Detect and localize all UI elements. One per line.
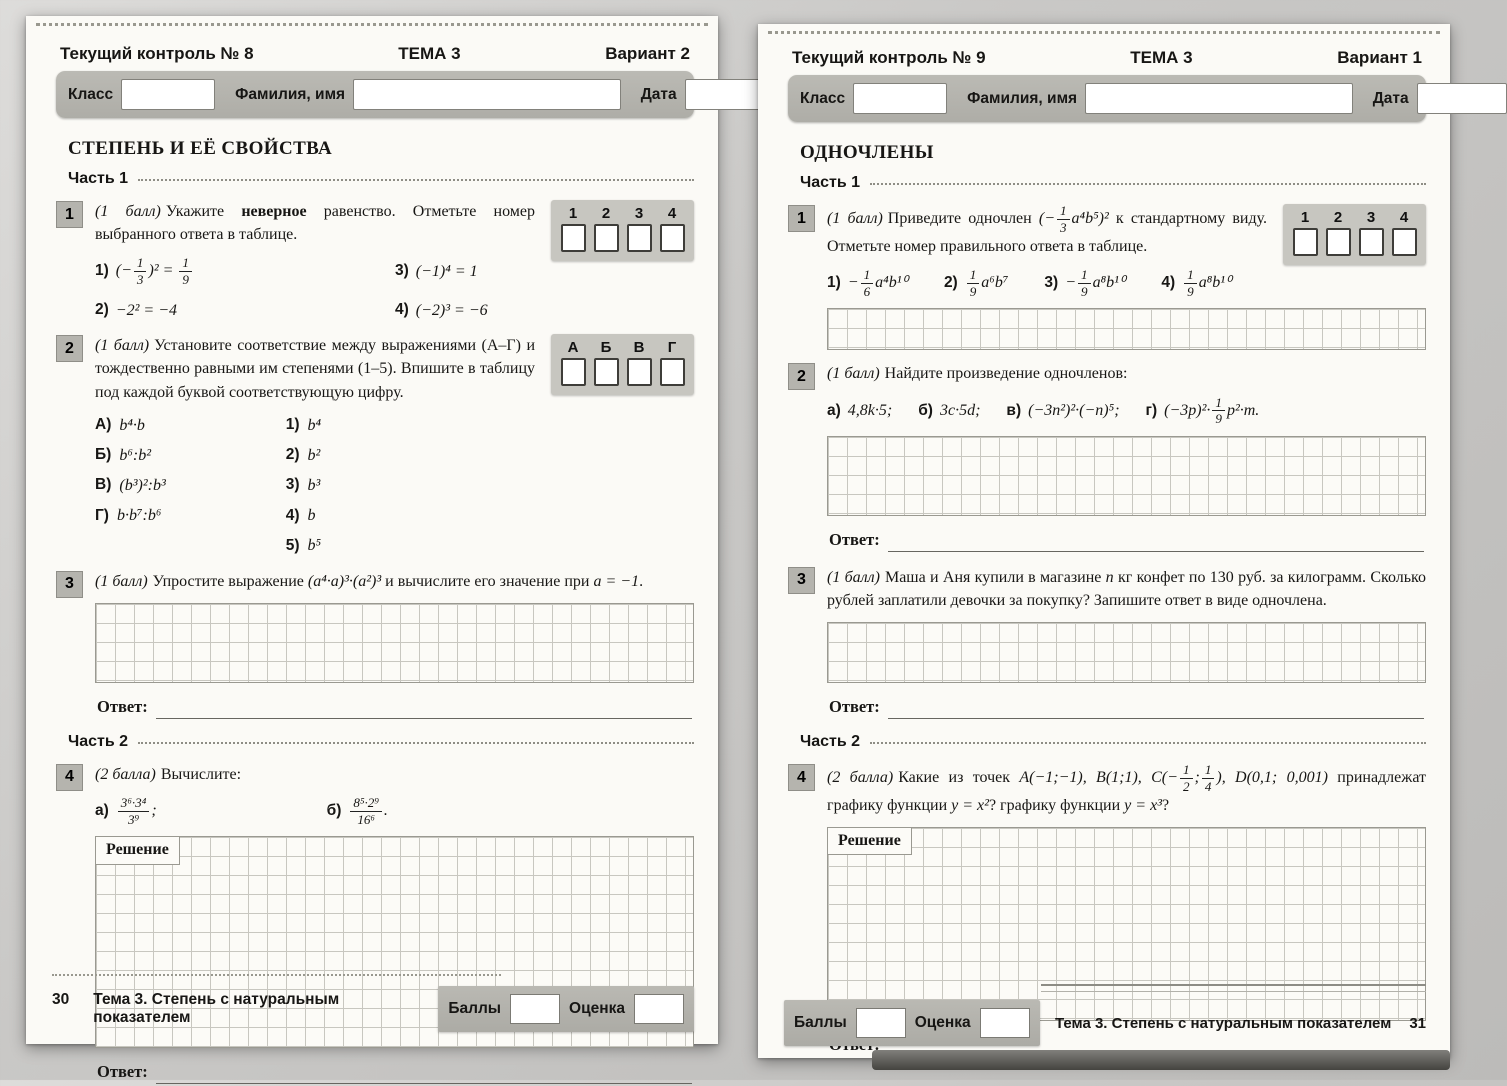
part-label: Часть 1 [800, 174, 861, 191]
answer-line[interactable] [156, 1070, 692, 1084]
points-label: (1 балл) [95, 572, 148, 590]
item-label: Г) [95, 506, 109, 524]
name-input[interactable] [1085, 83, 1353, 114]
task-1 [56, 200, 694, 322]
page-number: 30 [52, 991, 70, 1008]
grade-field-label: Оценка [569, 1000, 625, 1017]
control-title: Текущий контроль № 9 [792, 48, 986, 67]
score-panel [438, 986, 694, 1032]
workbook-page-left [26, 16, 718, 1082]
date-input[interactable] [1417, 83, 1507, 114]
math-expression: b⁶:b² [119, 446, 151, 464]
name-label: Фамилия, имя [967, 89, 1078, 107]
task-2-statement [827, 362, 1426, 385]
footer-theme: Тема 3. Степень с натуральным показателем [93, 991, 340, 1026]
match-item [95, 444, 166, 467]
points-label: (1 балл) [827, 209, 883, 227]
option-3 [395, 256, 535, 287]
part-label: Часть 1 [68, 170, 129, 187]
math-expression: (a⁴·a)³·(a²)³ [307, 572, 382, 590]
option-4 [1161, 268, 1231, 299]
grade-input[interactable] [980, 1008, 1030, 1038]
class-input[interactable] [121, 79, 215, 110]
task-2-number-badge: 2 [56, 335, 83, 362]
answer-row [97, 695, 692, 719]
statement-text: равенство. Отметьте номер выбранного ответа в таблице. [95, 203, 536, 244]
option-v [1006, 399, 1119, 422]
task-4-number-badge: 4 [788, 764, 815, 791]
task-2-number-badge: 2 [788, 363, 815, 390]
answer-line[interactable] [888, 705, 1424, 719]
statement-text: Какие из точек [898, 769, 1020, 787]
section-title: ОДНОЧЛЕНЫ [800, 142, 934, 163]
workbook-page-right [758, 24, 1450, 1058]
math-expression: 3c·5d; [939, 402, 981, 420]
answer-box[interactable] [594, 224, 619, 252]
task-3 [56, 570, 694, 721]
points-input[interactable] [856, 1008, 906, 1038]
math-expression: −2² = −4 [115, 301, 177, 319]
answer-header: 2 [1333, 209, 1343, 226]
points-label: (1 балл) [827, 365, 880, 383]
answer-box[interactable] [594, 358, 619, 386]
page-footer [784, 984, 1426, 1046]
solution-label: Решение [95, 836, 180, 864]
option-g [1146, 396, 1260, 427]
math-expression: b² [307, 446, 321, 464]
task-1-options [95, 256, 535, 322]
footer-dotted-rule [52, 974, 501, 976]
math-expression: b⁴ [307, 416, 322, 434]
part-1-heading [800, 174, 1426, 192]
task-2-answer-table [551, 334, 694, 395]
points-label: (2 балла) [95, 765, 156, 783]
statement-text: принадлежат графику функции [827, 769, 1427, 814]
math-expression: $\frac{\text{8⁵·2⁹}}{\text{16⁶}}$ . [348, 796, 388, 827]
statement-text: Маша и Аня купили в магазине [884, 568, 1106, 586]
task-4-statement [95, 763, 694, 786]
answer-line[interactable] [888, 538, 1424, 552]
math-expression: (− $\frac{1}{3}$ a⁴b⁵)² [1038, 203, 1109, 235]
page-header [788, 48, 1426, 68]
statement-text: Приведите одночлен [887, 209, 1039, 227]
answer-box[interactable] [561, 224, 586, 252]
grade-field-label: Оценка [914, 1014, 971, 1031]
answer-header: В [633, 339, 645, 357]
statement-bold-text: неверное [241, 203, 307, 220]
match-item [286, 414, 321, 437]
math-expression: (−3p)²· $\frac{1}{9}$ p²·m. [1164, 394, 1260, 427]
answer-line[interactable] [156, 705, 692, 719]
math-expression: b⁴·b [119, 416, 145, 434]
answer-row [829, 528, 1424, 552]
control-title: Текущий контроль № 8 [60, 44, 254, 63]
points-label: (1 балл) [95, 337, 150, 355]
task-2 [56, 334, 694, 558]
class-field [68, 79, 215, 110]
task-3-statement [827, 566, 1426, 612]
math-expression: b [307, 507, 316, 525]
math-expression: y = x² [951, 796, 989, 814]
class-field [800, 83, 947, 114]
date-field [641, 79, 775, 110]
math-expression: $\frac{1}{9}$ a⁸b¹⁰ [1182, 268, 1231, 299]
option-1 [95, 256, 395, 287]
item-label: А) [95, 416, 112, 434]
variant-title: Вариант 1 [1337, 48, 1422, 67]
option-label: в) [1006, 401, 1022, 419]
statement-text: ? графику функции [988, 796, 1125, 814]
name-label: Фамилия, имя [235, 85, 346, 103]
math-expression: 4,8k·5; [847, 402, 893, 420]
answer-box[interactable] [660, 358, 685, 386]
math-expression: b·b⁷:b⁶ [116, 507, 162, 525]
option-label: 1) [827, 273, 841, 291]
option-label: б) [326, 801, 342, 819]
grade-input[interactable] [634, 994, 684, 1024]
task-1-number-badge: 1 [788, 205, 815, 232]
answer-header: Б [600, 339, 612, 357]
option-2 [944, 268, 1008, 299]
task-3 [788, 566, 1426, 721]
match-item [95, 504, 166, 527]
option-label: 1) [95, 262, 109, 280]
match-item [95, 474, 166, 497]
answer-box[interactable] [561, 358, 586, 386]
statement-text: Укажите [165, 203, 242, 220]
task-1-answer-table [551, 200, 694, 261]
part-2-heading [800, 733, 1426, 751]
math-expression: (−3n²)²·(−n)⁵; [1028, 402, 1120, 420]
dotted-rule [870, 740, 1426, 744]
dotted-rule [870, 181, 1426, 185]
option-a [95, 796, 157, 827]
math-expression: a = −1 [593, 572, 640, 590]
statement-text: ? [1161, 796, 1170, 814]
statement-text: . [639, 572, 644, 590]
work-grid[interactable] [827, 436, 1426, 516]
math-expression: (− $\frac{1}{3}$ )² = $\frac{1}{9}$ [116, 256, 194, 287]
statement-text: кг конфет по 130 руб. за килограмм. Сколько рублей заплатили девочки за покупку? Запишите ответ в виде одночлена. [827, 568, 1427, 610]
match-item [286, 504, 321, 527]
math-expression: n [1105, 568, 1114, 586]
footer-rule [1041, 984, 1426, 992]
answer-box[interactable] [1392, 228, 1417, 256]
date-field [1373, 83, 1507, 114]
match-item [286, 534, 321, 557]
points-label: (2 балла) [827, 769, 894, 787]
statement-text: Установите соответствие между выражениями (А–Г) и тождественно равными им степенями (1–5). Впишите в таблицу под каждой буквой соответствующую цифру. [95, 337, 536, 401]
option-a [827, 399, 892, 422]
task-1-answer-table [1283, 204, 1426, 265]
match-item [286, 474, 321, 497]
match-item [286, 444, 321, 467]
answer-row [97, 1060, 692, 1084]
answer-box[interactable] [1326, 228, 1351, 256]
work-grid[interactable] [95, 603, 694, 683]
name-field [235, 79, 621, 110]
part-2-heading [68, 733, 694, 751]
math-expression: − $\frac{1}{9}$ a⁸b¹⁰ [1065, 266, 1126, 299]
task-2-options [827, 396, 1426, 427]
points-field-label: Баллы [448, 1000, 502, 1017]
option-label: 2) [943, 273, 958, 291]
variant-title: Вариант 2 [605, 44, 690, 63]
answer-box[interactable] [627, 358, 652, 386]
option-2 [95, 299, 395, 322]
option-4 [395, 299, 535, 322]
item-label: 5) [285, 536, 300, 554]
math-expression: (−1)⁴ = 1 [415, 263, 478, 281]
name-input[interactable] [353, 79, 621, 110]
math-expression: y = x³ [1124, 796, 1162, 814]
option-label: б) [918, 401, 933, 419]
task-1-options [827, 268, 1267, 299]
answer-header: 2 [601, 205, 611, 222]
dotted-rule [138, 740, 694, 744]
item-label: В) [95, 476, 112, 494]
option-label: 4) [395, 301, 409, 319]
option-b [918, 399, 980, 422]
option-label: г) [1145, 401, 1158, 419]
statement-text: и вычислите его значение при [381, 572, 594, 590]
points-label: (1 балл) [95, 203, 161, 220]
answer-label: Ответ: [97, 1062, 148, 1082]
option-1 [827, 268, 908, 299]
option-label: 3) [395, 262, 409, 280]
math-expression: b⁵ [307, 537, 322, 555]
answer-box[interactable] [1359, 228, 1384, 256]
class-label: Класс [68, 85, 114, 103]
match-item [95, 414, 166, 437]
answer-label: Ответ: [97, 696, 148, 716]
part-label: Часть 2 [800, 733, 861, 751]
task-1 [788, 204, 1426, 350]
page-footer [52, 974, 694, 1032]
answer-box[interactable] [660, 224, 685, 252]
task-1-number-badge: 1 [56, 201, 83, 228]
statement-text: Найдите произведение одночленов: [884, 365, 1128, 383]
answer-box[interactable] [1293, 228, 1318, 256]
solution-label: Решение [827, 827, 912, 855]
dotted-rule [138, 177, 694, 181]
task-3-number-badge: 3 [788, 567, 815, 594]
theme-title: ТЕМА 3 [398, 44, 461, 63]
student-info-bar [56, 71, 694, 118]
answer-label: Ответ: [829, 697, 880, 717]
option-b [327, 796, 388, 827]
item-label: 1) [285, 416, 300, 434]
option-label: а) [827, 401, 841, 419]
date-label: Дата [640, 85, 677, 103]
option-label: 2) [95, 301, 109, 319]
task-4-number-badge: 4 [56, 764, 83, 791]
math-expression: − $\frac{1}{6}$ a⁴b¹⁰ [847, 266, 908, 299]
option-label: 4) [1161, 273, 1176, 291]
answer-header: 3 [634, 205, 644, 222]
name-field [967, 83, 1353, 114]
task-4 [56, 763, 694, 1086]
points-input[interactable] [510, 994, 560, 1024]
points-field-label: Баллы [794, 1014, 847, 1031]
class-label: Класс [800, 89, 846, 107]
answer-label: Ответ: [829, 530, 880, 550]
task-4-statement [827, 763, 1426, 817]
part-1-heading [68, 170, 694, 188]
score-panel [784, 1000, 1040, 1046]
page-header [56, 44, 694, 64]
expressions-column [95, 414, 166, 558]
section-title: СТЕПЕНЬ И ЕЁ СВОЙСТВА [68, 138, 333, 159]
option-label: а) [95, 801, 109, 819]
answer-header: 3 [1366, 209, 1376, 226]
math-expression: (−2)³ = −6 [415, 301, 488, 319]
item-label: 3) [285, 476, 300, 494]
item-label: 2) [285, 446, 300, 464]
footer-theme: Тема 3. Степень с натуральным показателем [1055, 1014, 1392, 1032]
answer-header: 4 [667, 205, 677, 222]
answer-header: Г [667, 339, 677, 357]
page-number: 31 [1409, 1014, 1426, 1032]
answer-header: А [567, 339, 579, 357]
date-label: Дата [1372, 89, 1409, 107]
theme-title: ТЕМА 3 [1130, 48, 1193, 67]
math-expression: $\frac{1}{9}$ a⁶b⁷ [965, 268, 1009, 299]
task-3-number-badge: 3 [56, 571, 83, 598]
book-page-stack-edge [872, 1050, 1450, 1070]
task-3-statement [95, 570, 694, 593]
statement-text: Вычислите: [160, 765, 242, 783]
answer-row [829, 695, 1424, 719]
option-label: 3) [1044, 273, 1059, 291]
math-expression: (b³)²:b³ [119, 477, 166, 495]
math-expression: b³ [307, 477, 321, 495]
task-4-options [95, 796, 694, 827]
answer-header: 1 [1300, 209, 1310, 226]
item-label: Б) [95, 446, 112, 464]
answer-header: 4 [1399, 209, 1409, 226]
student-info-bar [788, 75, 1426, 122]
points-label: (1 балл) [827, 568, 880, 586]
answer-header: 1 [568, 205, 578, 222]
item-label: 4) [285, 506, 300, 524]
part-label: Часть 2 [68, 732, 129, 750]
answer-box[interactable] [627, 224, 652, 252]
class-input[interactable] [853, 83, 947, 114]
work-grid[interactable] [827, 308, 1426, 350]
task-2-matching [95, 414, 694, 558]
statement-text: к стандартному виду. Отметьте номер правильного ответа в таблице. [827, 209, 1267, 255]
powers-column [286, 414, 321, 558]
task-2 [788, 362, 1426, 554]
math-expression: A(−1;−1), B(1;1), C(− $\frac{1}{2}$ ; $\frac{1}{4}$ ), D(0,1; 0,001) [1019, 762, 1328, 795]
statement-text: Упростите выражение [152, 572, 308, 590]
option-3 [1044, 268, 1125, 299]
math-expression: $\frac{\text{3⁶·3⁴}}{\text{3⁹}}$ ; [116, 796, 157, 827]
work-grid[interactable] [827, 622, 1426, 683]
